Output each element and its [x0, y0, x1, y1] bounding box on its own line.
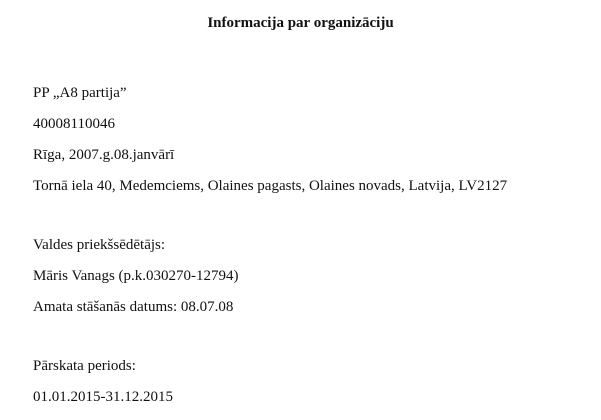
board-chair-label: Valdes priekšsēdētājs:: [33, 237, 166, 253]
document-title: Informacija par organizāciju: [207, 15, 394, 31]
board-chair-name: Māris Vanags (p.k.030270-12794): [33, 268, 239, 284]
registration-number: 40008110046: [33, 116, 115, 132]
report-period-value: 01.01.2015-31.12.2015: [33, 389, 173, 405]
organization-name: PP „A8 partija”: [33, 85, 127, 101]
report-period-label: Pārskata periods:: [33, 358, 136, 374]
position-start-date: Amata stāšanās datums: 08.07.08: [33, 299, 234, 315]
registration-place-date: Rīga, 2007.g.08.janvārī: [33, 147, 175, 163]
organization-address: Tornā iela 40, Medemciems, Olaines pagasts, Olaines novads, Latvija, LV2127: [33, 178, 508, 194]
